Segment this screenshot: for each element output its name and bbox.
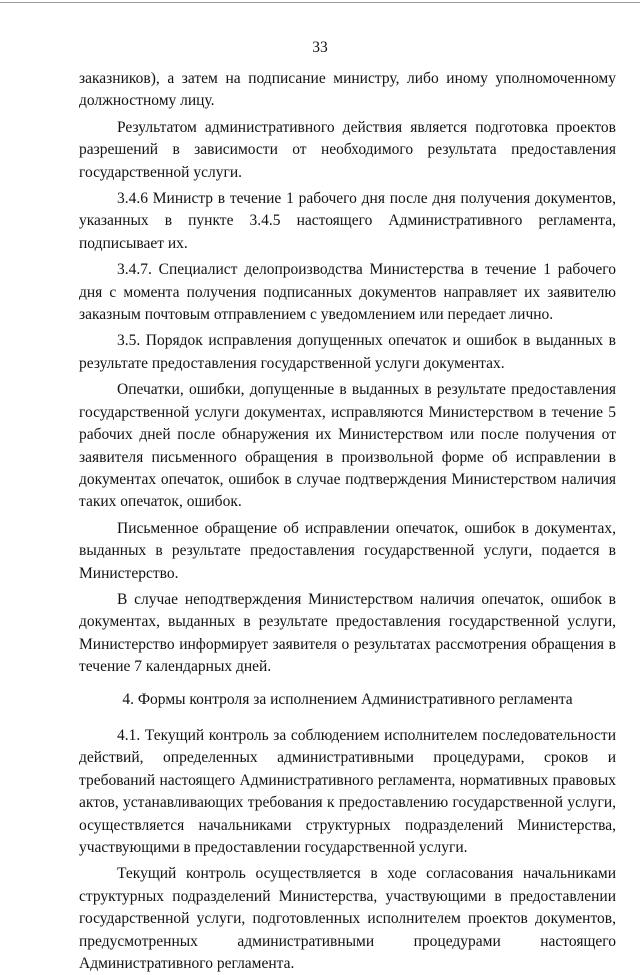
section-heading: 4. Формы контроля за исполнением Административного регламента [122,690,573,708]
paragraph: заказников), а затем на подписание министру, либо иному уполномоченному должностному лицу. [79,70,616,110]
document-body [79,68,616,975]
paragraph: Письменное обращение об исправлении опечаток, ошибок в документах, выданных в результате предоставления государственной услуги, подается в Министерство. [79,519,616,582]
paragraph: Текущий контроль осуществляется в ходе согласования начальниками структурных подразделений Министерства, участвующими в предоставлении государственной услуги, подготовленных исполнителем проектов документов, предусмотренных административными процедурами настоящего Административного регламента. [79,865,616,973]
paragraph: Результатом административного действия является подготовка проектов разрешений в зависимости от необходимого результата предоставления государственной услуги. [79,118,616,181]
paragraph: В случае неподтверждения Министерством наличия опечаток, ошибок в документах, выданных в результате предоставления государственной услуги, Министерство информирует заявителя о результатах рассмотрения обращения в течение 7 календарных дней. [79,590,616,676]
paragraph: 3.4.7. Специалист делопроизводства Министерства в течение 1 рабочего дня с момента получения подписанных документов направляет их заявителю заказным почтовым отправлением с уведомлением или передает лично. [79,261,616,324]
paragraphs-after-section [79,725,616,975]
paragraph: 3.5. Порядок исправления допущенных опечаток и ошибок в выданных в результате предоставления государственной услуги документах. [79,332,616,372]
paragraph: 4.1. Текущий контроль за соблюдением исполнителем последовательности действий, определенных административными процедурами, сроков и требований настоящего Административного регламента, нормативных правовых актов, устанавливающих требования к предоставлению государственной услуги, осуществляется начальниками структурных подразделений Министерства, участвующими в предоставлении государственной услуги. [79,726,616,856]
scan-top-edge-line [0,2,640,3]
paragraph: 3.4.6 Министр в течение 1 рабочего дня после дня получения документов, указанных в пункте 3.4.5 настоящего Административного регламента, подписывает их. [79,190,616,252]
page-number: 33 [312,39,328,56]
paragraphs-before-section [79,68,616,679]
paragraph: Опечатки, ошибки, допущенные в выданных в результате предоставления государственной услуги документах, исправляются Министерством в течение 5 рабочих дней после обнаружения их Министерством или после получения от заявителя письменного обращения в произвольной форме об исправлении в документах опечаток, ошибок в случае подтверждения Министерством наличия таких опечаток, ошибок. [79,381,616,511]
